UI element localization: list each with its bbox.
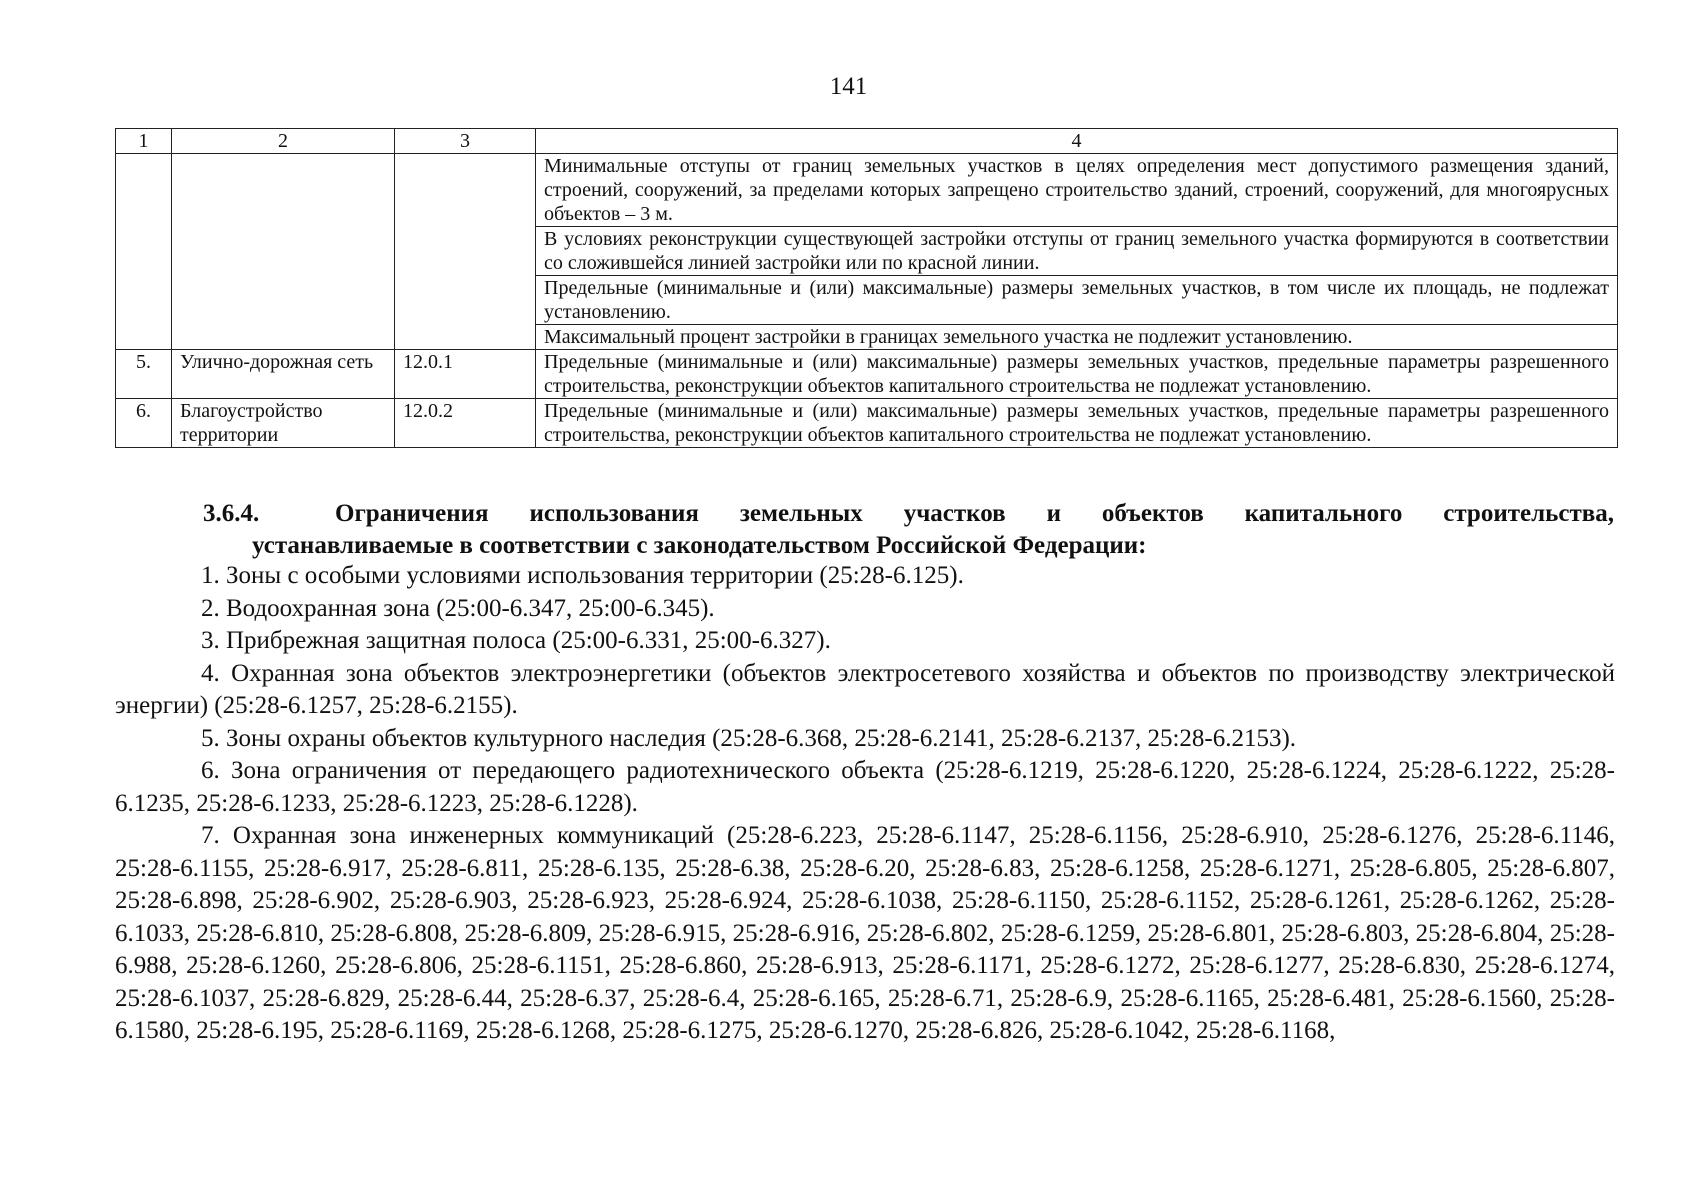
param-cell: Минимальные отступы от границ земельных участков в целях определения мест допустимого размещения зданий, строений, сооружений, за пределами которых запрещено строительство зданий, строений, сооружений, для многоярусных объектов – 3 м. bbox=[536, 154, 1618, 227]
table-row bbox=[116, 154, 1618, 227]
table-header-row bbox=[116, 129, 1618, 154]
list-item: 4. Охранная зона объектов электроэнергетики (объектов электросетевого хозяйства и объектов по производству электрической энергии) (25:28-6.1257, 25:28-6.2155). bbox=[115, 659, 1615, 719]
param-cell: Предельные (минимальные и (или) максимальные) размеры земельных участков, в том числе их площадь, не подлежат установлению. bbox=[536, 276, 1618, 325]
list-item: 7. Охранная зона инженерных коммуникаций (25:28-6.223, 25:28-6.1147, 25:28-6.1156, 25:28-6.910, 25:28-6.1276, 25:28-6.1146, 25:28-6.1155, 25:28-6.917, 25:28-6.811, 25:28-6.135, 25:28-6.38, 25:28-6.20, 25:28-6.83, 25:28-6.1258, 25:28-6.1271, 25:28-6.805, 25:28-6.807, 25:28-6.898, 25:28-6.902, 25:28-6.903, 25:28-6.923, 25:28-6.924, 25:28-6.1038, 25:28-6.1150, 25:28-6.1152, 25:28-6.1261, 25:28-6.1262, 25:28-6.1033, 25:28-6.810, 25:28-6.808, 25:28-6.809, 25:28-6.915, 25:28-6.916, 25:28-6.802, 25:28-6.1259, 25:28-6.801, 25:28-6.803, 25:28-6.804, 25:28-6.988, 25:28-6.1260, 25:28-6.806, 25:28-6.1151, 25:28-6.860, 25:28-6.913, 25:28-6.1171, 25:28-6.1272, 25:28-6.1277, 25:28-6.830, 25:28-6.1274, 25:28-6.1037, 25:28-6.829, 25:28-6.44, 25:28-6.37, 25:28-6.4, 25:28-6.165, 25:28-6.71, 25:28-6.9, 25:28-6.1165, 25:28-6.481, 25:28-6.1560, 25:28-6.1580, 25:28-6.195, 25:28-6.1169, 25:28-6.1268, 25:28-6.1275, 25:28-6.1270, 25:28-6.826, 25:28-6.1042, 25:28-6.1168, bbox=[115, 822, 1615, 1044]
restrictions-list bbox=[115, 560, 1615, 1048]
list-item: 3. Прибрежная защитная полоса (25:00-6.331, 25:00-6.327). bbox=[201, 627, 831, 654]
param-cell: Максимальный процент застройки в границах земельного участка не подлежит установлению. bbox=[536, 325, 1618, 350]
table-row bbox=[116, 350, 1618, 399]
regulations-table bbox=[115, 128, 1618, 448]
row-name-cell bbox=[172, 154, 395, 350]
row-name-cell: Улично-дорожная сеть bbox=[172, 350, 395, 399]
row-code-cell bbox=[395, 154, 536, 350]
param-cell: Предельные (минимальные и (или) максимальные) размеры земельных участков, предельные параметры разрешенного строительства, реконструкции объектов капитального строительства не подлежат установлению. bbox=[536, 350, 1618, 399]
column-header: 3 bbox=[395, 129, 536, 154]
column-header: 1 bbox=[116, 129, 172, 154]
row-code-cell: 12.0.2 bbox=[395, 399, 536, 448]
section-heading-line1 bbox=[203, 498, 1614, 530]
section-title-line1: Ограничения использования земельных участков и объектов капитального строительства, bbox=[335, 500, 1614, 527]
list-item: 1. Зоны с особыми условиями использования территории (25:28-6.125). bbox=[201, 562, 964, 589]
param-cell: В условиях реконструкции существующей застройки отступы от границ земельного участка формируются в соответствии со сложившейся линией застройки или по красной линии. bbox=[536, 227, 1618, 276]
page-number: 141 bbox=[829, 73, 868, 100]
row-name-cell: Благоустройство территории bbox=[172, 399, 395, 448]
list-item: 6. Зона ограничения от передающего радиотехнического объекта (25:28-6.1219, 25:28-6.1220, 25:28-6.1224, 25:28-6.1222, 25:28-6.1235, 25:28-6.1233, 25:28-6.1223, 25:28-6.1228). bbox=[115, 757, 1615, 817]
row-number-cell: 5. bbox=[116, 350, 172, 399]
section-heading bbox=[203, 498, 1614, 562]
list-item: 2. Водоохранная зона (25:00-6.347, 25:00-6.345). bbox=[201, 594, 715, 622]
section-title-line2: устанавливаемые в соответствии с законодательством Российской Федерации: bbox=[252, 532, 1147, 559]
table-row bbox=[116, 399, 1618, 448]
list-item: 5. Зоны охраны объектов культурного наследия (25:28-6.368, 25:28-6.2141, 25:28-6.2137, 25:28-6.2153). bbox=[201, 724, 1297, 752]
row-number-cell bbox=[116, 154, 172, 350]
column-header: 4 bbox=[536, 129, 1618, 154]
param-cell: Предельные (минимальные и (или) максимальные) размеры земельных участков, предельные параметры разрешенного строительства, реконструкции объектов капитального строительства не подлежат установлению. bbox=[536, 399, 1618, 448]
row-number-cell: 6. bbox=[116, 399, 172, 448]
row-code-cell: 12.0.1 bbox=[395, 350, 536, 399]
section-number: 3.6.4. bbox=[203, 500, 260, 527]
column-header: 2 bbox=[172, 129, 395, 154]
